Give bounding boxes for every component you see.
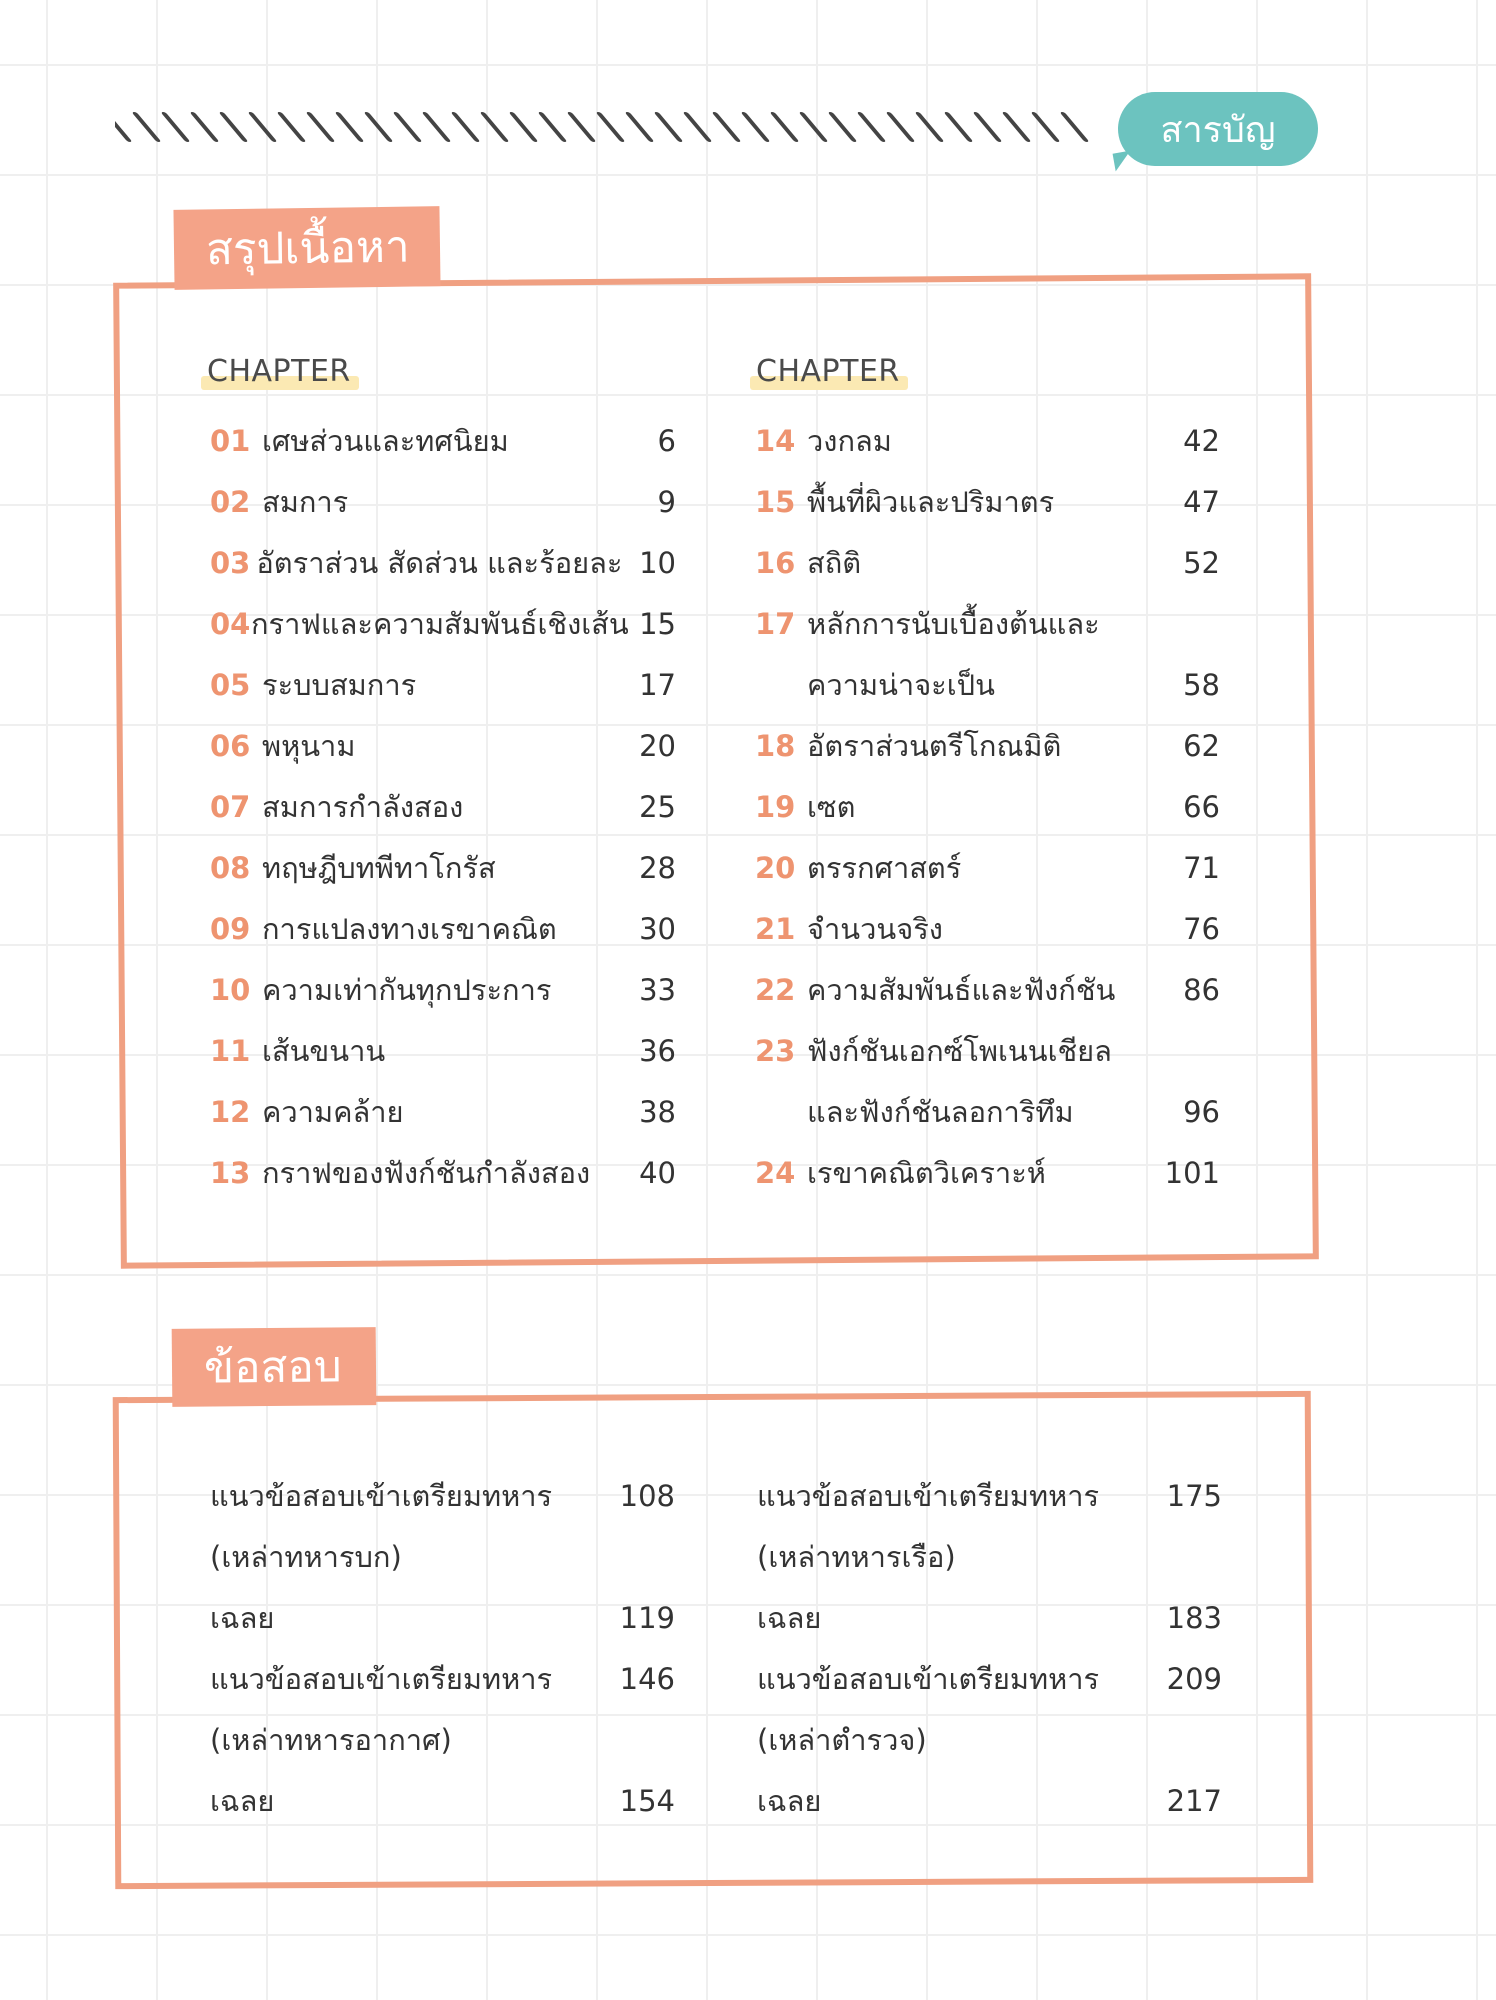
page-number: 30: [639, 911, 676, 946]
toc-row[interactable]: [755, 532, 1220, 593]
page-number: 20: [639, 728, 676, 763]
toc-row[interactable]: [755, 1081, 1220, 1142]
stripe-mark: [276, 112, 306, 142]
stripe-mark: [450, 112, 480, 142]
chapter-number: 17: [755, 606, 796, 641]
exam-row[interactable]: [757, 1526, 1222, 1587]
page-number: 33: [639, 972, 676, 1007]
exam-row[interactable]: [210, 1709, 675, 1770]
exam-row[interactable]: [210, 1770, 675, 1831]
chapter-title: พื้นที่ผิวและปริมาตร: [807, 484, 1055, 519]
page-number: 101: [1164, 1155, 1220, 1190]
chapter-title: และฟังก์ชันลอการิทึม: [807, 1094, 1074, 1129]
chapter-title: ความน่าจะเป็น: [807, 667, 995, 702]
stripe-mark: [334, 112, 364, 142]
page-number: 17: [639, 667, 676, 702]
stripe-mark: [160, 112, 190, 142]
chapter-number: 04: [210, 606, 251, 641]
chapter-number: 01: [210, 423, 251, 458]
stripe-mark: [508, 112, 538, 142]
stripe-mark: [682, 112, 712, 142]
page-title: สารบัญ: [1160, 109, 1276, 151]
stripe-mark: [566, 112, 596, 142]
chapter-number: 22: [755, 972, 796, 1007]
chapter-title: อัตราส่วน สัดส่วน และร้อยละ: [256, 545, 623, 580]
chapter-title: ความคล้าย: [262, 1094, 404, 1129]
toc-row[interactable]: [755, 471, 1220, 532]
stripe-mark: [479, 112, 509, 142]
exam-row[interactable]: [757, 1770, 1222, 1831]
stripe-mark: [1030, 112, 1060, 142]
exam-row[interactable]: [757, 1648, 1222, 1709]
page-number: 154: [619, 1783, 675, 1818]
page-number: 6: [657, 423, 676, 458]
page-number: 62: [1183, 728, 1220, 763]
toc-row[interactable]: [210, 471, 676, 532]
chapter-number: 12: [210, 1094, 251, 1129]
exam-row[interactable]: [757, 1587, 1222, 1648]
page-number: 146: [619, 1661, 675, 1696]
stripe-mark: [827, 112, 857, 142]
chapter-title: เซต: [807, 789, 856, 824]
chapter-heading-right: CHAPTER: [756, 354, 900, 394]
toc-row[interactable]: [210, 898, 676, 959]
stripe-mark: [595, 112, 625, 142]
page-number: 66: [1183, 789, 1220, 824]
chapter-number: 19: [755, 789, 796, 824]
chapter-number: 05: [210, 667, 251, 702]
stripe-mark: [972, 112, 1002, 142]
stripe-mark: [421, 112, 451, 142]
exam-title: เฉลย: [210, 1600, 275, 1635]
chapter-number: 02: [210, 484, 251, 519]
page-number: 52: [1183, 545, 1220, 580]
summary-tab-label: สรุปเนื้อหา: [205, 221, 411, 276]
page-number: 217: [1166, 1783, 1222, 1818]
toc-row[interactable]: [755, 593, 1220, 654]
stripe-mark: [653, 112, 683, 142]
toc-row[interactable]: [210, 593, 676, 654]
chapter-title: สถิติ: [807, 545, 862, 580]
exams-tab: [172, 1327, 377, 1407]
chapter-title: ความสัมพันธ์และฟังก์ชัน: [807, 972, 1116, 1007]
exam-title: เฉลย: [210, 1783, 275, 1818]
page-number: 28: [639, 850, 676, 885]
exam-title: (เหล่าทหารบก): [210, 1539, 402, 1574]
chapter-number: 11: [210, 1033, 251, 1068]
stripe-mark: [1001, 112, 1031, 142]
stripe-mark: [363, 112, 393, 142]
stripe-mark: [115, 112, 133, 142]
chapter-title: อัตราส่วนตรีโกณมิติ: [807, 728, 1062, 763]
chapter-number: 13: [210, 1155, 251, 1190]
toc-row[interactable]: [210, 654, 676, 715]
exam-row[interactable]: [757, 1465, 1222, 1526]
toc-row[interactable]: [210, 1142, 676, 1203]
chapter-title: วงกลม: [807, 423, 892, 458]
page-number: 183: [1166, 1600, 1222, 1635]
page-number: 10: [639, 545, 676, 580]
chapter-title: จำนวนจริง: [807, 911, 943, 946]
chapter-number: 16: [755, 545, 796, 580]
chapter-number: 08: [210, 850, 251, 885]
exam-title: แนวข้อสอบเข้าเตรียมทหาร: [757, 1478, 1100, 1513]
exam-row[interactable]: [210, 1648, 675, 1709]
toc-row[interactable]: [755, 654, 1220, 715]
stripe-mark: [537, 112, 567, 142]
page-number: 40: [639, 1155, 676, 1190]
exam-row[interactable]: [757, 1709, 1222, 1770]
exam-title: (เหล่าตำรวจ): [757, 1722, 927, 1757]
chapter-number: 07: [210, 789, 251, 824]
stripe-mark: [885, 112, 915, 142]
exam-row[interactable]: [210, 1465, 675, 1526]
stripe-mark: [711, 112, 741, 142]
page-number: 96: [1183, 1094, 1220, 1129]
exam-title: (เหล่าทหารเรือ): [757, 1539, 956, 1574]
page-number: 47: [1183, 484, 1220, 519]
exam-title: แนวข้อสอบเข้าเตรียมทหาร: [210, 1661, 553, 1696]
chapter-title: การแปลงทางเรขาคณิต: [262, 911, 557, 946]
toc-row[interactable]: [210, 837, 676, 898]
exam-title: เฉลย: [757, 1600, 822, 1635]
chapter-title: เรขาคณิตวิเคราะห์: [807, 1155, 1046, 1190]
chapter-number: 23: [755, 1033, 796, 1068]
stripe-mark: [798, 112, 828, 142]
stripe-mark: [392, 112, 422, 142]
chapter-number: 21: [755, 911, 796, 946]
stripe-mark: [247, 112, 277, 142]
toc-row[interactable]: [210, 1020, 676, 1081]
page-number: 71: [1183, 850, 1220, 885]
chapter-number: 14: [755, 423, 796, 458]
stripe-mark: [740, 112, 770, 142]
exam-title: แนวข้อสอบเข้าเตรียมทหาร: [757, 1661, 1100, 1696]
toc-row[interactable]: [210, 410, 676, 471]
stripe-mark: [914, 112, 944, 142]
page-number: 119: [619, 1600, 675, 1635]
toc-row[interactable]: [210, 1081, 676, 1142]
page-number: 42: [1183, 423, 1220, 458]
toc-row[interactable]: [755, 1142, 1220, 1203]
chapter-title: กราฟของฟังก์ชันกำลังสอง: [262, 1155, 591, 1190]
page-number: 209: [1166, 1661, 1222, 1696]
chapter-title: ตรรกศาสตร์: [807, 850, 962, 885]
stripe-mark: [624, 112, 654, 142]
chapter-number: 15: [755, 484, 796, 519]
page-number: 36: [639, 1033, 676, 1068]
chapter-list-left: [210, 410, 676, 1203]
toc-row[interactable]: [755, 959, 1220, 1020]
chapter-title: หลักการนับเบื้องต้นและ: [807, 606, 1100, 641]
toc-row[interactable]: [210, 959, 676, 1020]
chapter-title: เศษส่วนและทศนิยม: [262, 423, 509, 458]
chapter-title: ระบบสมการ: [262, 667, 417, 702]
toc-row[interactable]: [755, 776, 1220, 837]
page-number: 15: [639, 606, 676, 641]
chapter-title: ทฤษฎีบทพีทาโกรัส: [262, 850, 496, 885]
stripe-mark: [131, 112, 161, 142]
toc-row[interactable]: [755, 1020, 1220, 1081]
stripe-mark: [1059, 112, 1089, 142]
decorative-stripes: [115, 112, 1105, 146]
stripe-mark: [189, 112, 219, 142]
page-number: 76: [1183, 911, 1220, 946]
exam-list-left: [210, 1465, 675, 1831]
page-number: 108: [619, 1478, 675, 1513]
exam-title: เฉลย: [757, 1783, 822, 1818]
chapter-number: 09: [210, 911, 251, 946]
summary-tab: [173, 206, 440, 290]
chapter-title: สมการกำลังสอง: [262, 789, 464, 824]
chapter-number: 10: [210, 972, 251, 1007]
page-number: 58: [1183, 667, 1220, 702]
page-number: 9: [657, 484, 676, 519]
chapter-title: กราฟและความสัมพันธ์เชิงเส้น: [250, 606, 629, 641]
chapter-number: 18: [755, 728, 796, 763]
chapter-title: พหุนาม: [262, 728, 356, 763]
exam-row[interactable]: [210, 1587, 675, 1648]
chapter-heading-left: CHAPTER: [207, 354, 351, 394]
stripe-mark: [218, 112, 248, 142]
toc-row[interactable]: [755, 837, 1220, 898]
toc-row[interactable]: [755, 715, 1220, 776]
page-number: 25: [639, 789, 676, 824]
toc-row[interactable]: [755, 898, 1220, 959]
chapter-list-right: [755, 410, 1220, 1203]
chapter-number: 06: [210, 728, 251, 763]
page-number: 38: [639, 1094, 676, 1129]
chapter-number: 20: [755, 850, 796, 885]
stripe-mark: [856, 112, 886, 142]
exams-tab-label: ข้อสอบ: [203, 1341, 342, 1394]
exam-row[interactable]: [210, 1526, 675, 1587]
chapter-number: 24: [755, 1155, 796, 1190]
stripe-mark: [769, 112, 799, 142]
chapter-title: ความเท่ากันทุกประการ: [262, 972, 552, 1007]
exam-list-right: [757, 1465, 1222, 1831]
page-title-bubble: [1118, 92, 1318, 166]
exam-title: (เหล่าทหารอากาศ): [210, 1722, 452, 1757]
chapter-number: 03: [210, 545, 251, 580]
exam-title: แนวข้อสอบเข้าเตรียมทหาร: [210, 1478, 553, 1513]
chapter-title: ฟังก์ชันเอกซ์โพเนนเชียล: [807, 1033, 1112, 1068]
toc-row[interactable]: [210, 776, 676, 837]
toc-row[interactable]: [755, 410, 1220, 471]
toc-row[interactable]: [210, 532, 676, 593]
page-number: 175: [1166, 1478, 1222, 1513]
toc-row[interactable]: [210, 715, 676, 776]
chapter-title: สมการ: [262, 484, 349, 519]
stripe-mark: [943, 112, 973, 142]
stripe-mark: [305, 112, 335, 142]
page-number: 86: [1183, 972, 1220, 1007]
chapter-title: เส้นขนาน: [262, 1033, 386, 1068]
